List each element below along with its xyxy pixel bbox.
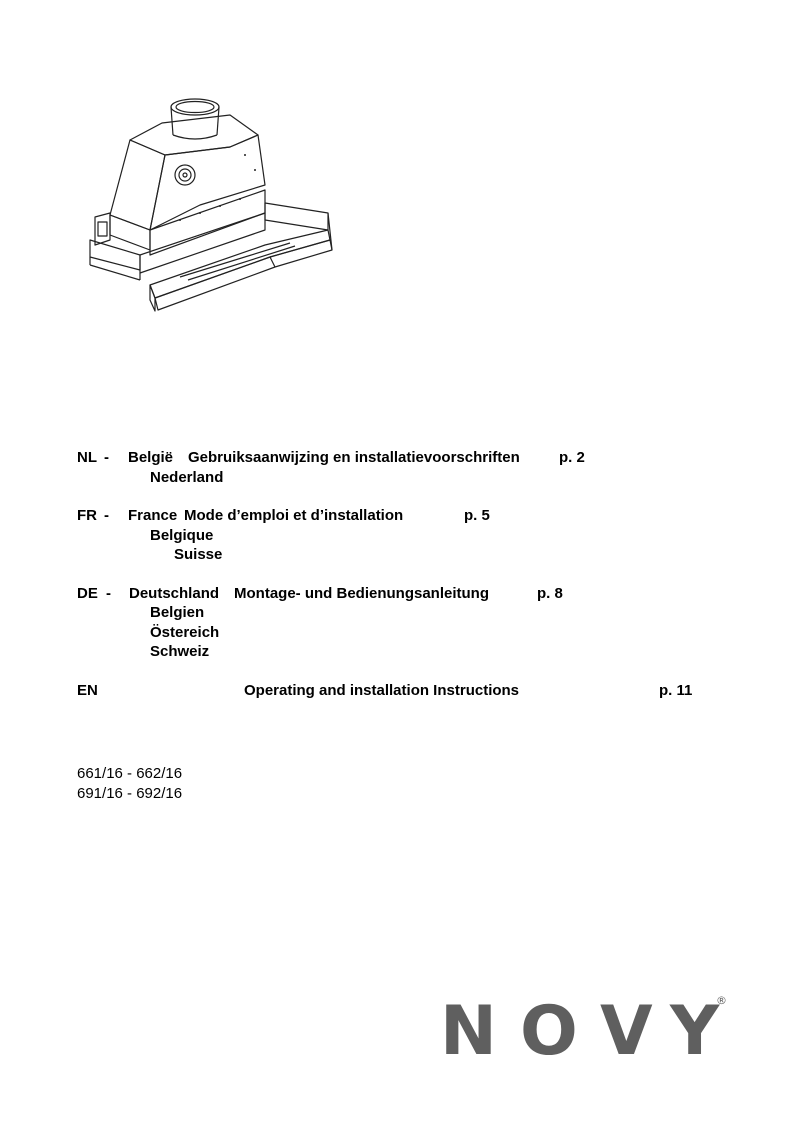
page-reference: p. 5 xyxy=(464,507,490,524)
country-name: Suisse xyxy=(174,546,223,563)
language-dash: - xyxy=(104,507,109,524)
language-code: NL xyxy=(77,449,97,466)
logo-letter: Y xyxy=(670,992,720,1060)
manual-title: Mode d’emploi et d’installation xyxy=(184,507,404,524)
country-name: Belgien xyxy=(150,604,205,621)
language-code: EN xyxy=(77,682,98,699)
registered-mark: ® xyxy=(716,994,727,1007)
page-reference: p. 8 xyxy=(537,585,563,602)
manual-title: Gebruiksaanwijzing en installatievoorschriften xyxy=(188,449,520,466)
range-hood-illustration-icon xyxy=(80,95,340,315)
logo-letter: N xyxy=(440,992,497,1060)
language-code: FR xyxy=(77,507,97,524)
country-name: Östereich xyxy=(150,624,220,641)
country-name: Deutschland xyxy=(129,585,220,602)
language-dash: - xyxy=(104,449,109,466)
model-number-line: 661/16 - 662/16 xyxy=(77,765,183,782)
language-code: DE xyxy=(77,585,98,602)
novy-logo xyxy=(440,990,730,1060)
country-name: Nederland xyxy=(150,469,224,486)
manual-title: Montage- und Bedienungsanleitung xyxy=(234,585,489,602)
language-dash: - xyxy=(106,585,111,602)
country-name: France xyxy=(128,507,178,524)
country-name: Belgique xyxy=(150,527,214,544)
logo-letter: O xyxy=(520,992,578,1060)
manual-title: Operating and installation Instructions xyxy=(244,682,520,699)
page-reference: p. 11 xyxy=(659,682,693,699)
logo-letter: V xyxy=(600,992,653,1060)
country-name: Schweiz xyxy=(150,643,210,660)
country-name: België xyxy=(128,449,174,466)
page-reference: p. 2 xyxy=(559,449,585,466)
model-number-line: 691/16 - 692/16 xyxy=(77,785,183,802)
